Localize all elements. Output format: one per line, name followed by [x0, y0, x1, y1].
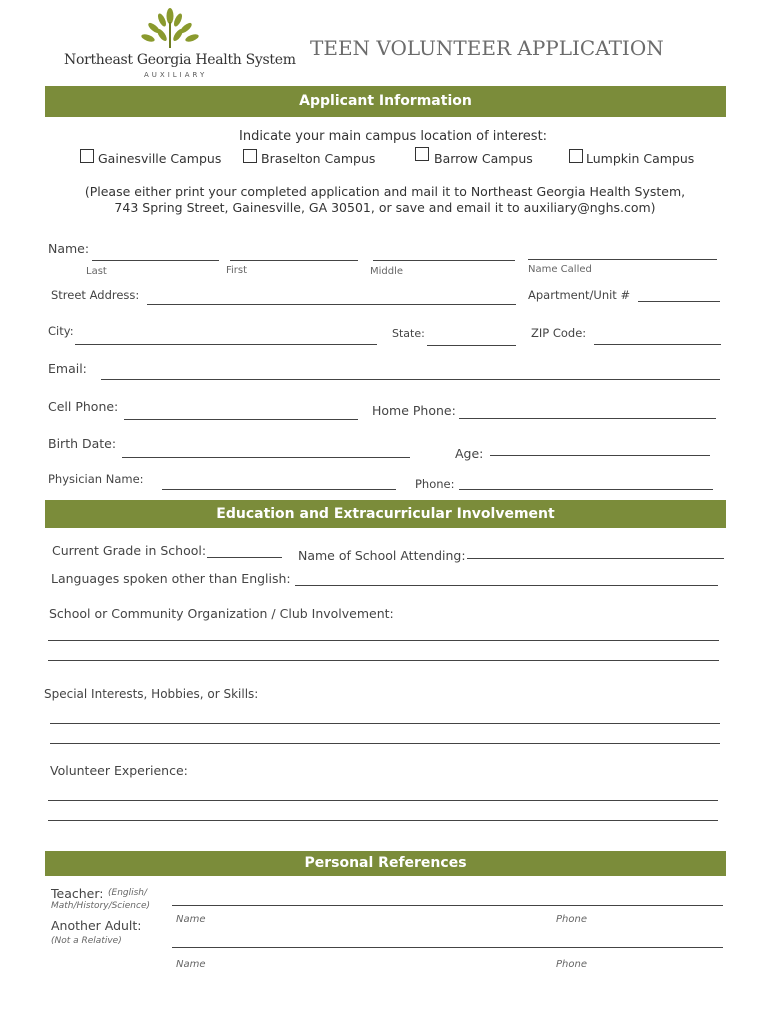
- interests-field-1[interactable]: [50, 723, 720, 724]
- home-phone-field[interactable]: [459, 418, 716, 419]
- campus-barrow-label: Barrow Campus: [434, 151, 533, 166]
- email-label: Email:: [48, 361, 87, 376]
- page-title: TEEN VOLUNTEER APPLICATION: [310, 36, 664, 60]
- languages-label: Languages spoken other than English:: [51, 571, 291, 586]
- city-field[interactable]: [75, 344, 377, 345]
- cell-phone-field[interactable]: [124, 419, 358, 420]
- campus-lumpkin-label: Lumpkin Campus: [586, 151, 695, 166]
- campus-gainesville-label: Gainesville Campus: [98, 151, 222, 166]
- physician-field[interactable]: [162, 489, 396, 490]
- adult-phone-caption: Phone: [556, 959, 587, 970]
- interests-label: Special Interests, Hobbies, or Skills:: [44, 687, 259, 701]
- birth-date-field[interactable]: [122, 457, 410, 458]
- section-references-header: Personal References: [45, 851, 726, 876]
- last-name-field[interactable]: [92, 260, 219, 261]
- physician-label: Physician Name:: [48, 472, 144, 486]
- apt-field[interactable]: [638, 301, 720, 302]
- teacher-label: Teacher:: [51, 886, 104, 901]
- teacher-note-2: Math/History/Science): [51, 901, 150, 911]
- club-field-2[interactable]: [48, 660, 719, 661]
- first-caption: First: [226, 265, 248, 276]
- campus-braselton-label: Braselton Campus: [261, 151, 376, 166]
- teacher-reference-field[interactable]: [172, 905, 723, 906]
- zip-field[interactable]: [594, 344, 721, 345]
- middle-name-field[interactable]: [373, 260, 515, 261]
- email-field[interactable]: [101, 379, 720, 380]
- age-field[interactable]: [490, 455, 710, 456]
- name-called-caption: Name Called: [528, 264, 592, 275]
- languages-field[interactable]: [295, 585, 718, 586]
- teacher-name-caption: Name: [176, 914, 206, 925]
- checkbox-barrow[interactable]: [415, 147, 429, 161]
- adult-name-caption: Name: [176, 959, 206, 970]
- logo-name: Northeast Georgia Health System: [64, 52, 296, 68]
- leaf-logo-icon: [140, 8, 200, 50]
- volunteer-field-2[interactable]: [48, 820, 718, 821]
- adult-note: (Not a Relative): [51, 936, 122, 946]
- state-field[interactable]: [427, 345, 516, 346]
- grade-field[interactable]: [207, 557, 282, 558]
- adult-label: Another Adult:: [51, 918, 142, 933]
- school-label: Name of School Attending:: [298, 548, 466, 563]
- home-phone-label: Home Phone:: [372, 403, 456, 418]
- name-called-field[interactable]: [528, 259, 717, 260]
- checkbox-braselton[interactable]: [243, 149, 257, 163]
- instructions-line1: (Please either print your completed application and mail it to Northeast Georgia Health System,: [84, 184, 686, 199]
- zip-label: ZIP Code:: [531, 326, 587, 340]
- logo-subtitle: AUXILIARY: [144, 71, 208, 79]
- city-label: City:: [48, 324, 74, 338]
- instructions-line2: 743 Spring Street, Gainesville, GA 30501, or save and email it to auxiliary@nghs.com): [114, 200, 656, 215]
- volunteer-field-1[interactable]: [48, 800, 718, 801]
- teacher-phone-caption: Phone: [556, 914, 587, 925]
- school-field[interactable]: [467, 558, 724, 559]
- club-label: School or Community Organization / Club Involvement:: [49, 606, 394, 621]
- section-applicant-header: Applicant Information: [45, 86, 726, 117]
- street-field[interactable]: [147, 304, 516, 305]
- cell-phone-label: Cell Phone:: [48, 399, 119, 414]
- birth-date-label: Birth Date:: [48, 436, 117, 451]
- apt-label: Apartment/Unit #: [528, 288, 631, 302]
- first-name-field[interactable]: [230, 260, 358, 261]
- age-label: Age:: [455, 446, 484, 461]
- section-education-header: Education and Extracurricular Involvement: [45, 500, 726, 528]
- last-caption: Last: [86, 266, 107, 277]
- checkbox-gainesville[interactable]: [80, 149, 94, 163]
- teacher-note-1: (English/: [108, 888, 148, 898]
- club-field-1[interactable]: [48, 640, 719, 641]
- logo: [60, 8, 296, 83]
- street-label: Street Address:: [51, 288, 140, 302]
- physician-phone-label: Phone:: [415, 477, 455, 491]
- name-label: Name:: [48, 241, 90, 256]
- grade-label: Current Grade in School:: [52, 543, 207, 558]
- middle-caption: Middle: [370, 266, 404, 277]
- checkbox-lumpkin[interactable]: [569, 149, 583, 163]
- physician-phone-field[interactable]: [459, 489, 713, 490]
- state-label: State:: [392, 327, 425, 340]
- adult-reference-field[interactable]: [172, 947, 723, 948]
- interests-field-2[interactable]: [50, 743, 720, 744]
- campus-prompt: Indicate your main campus location of interest:: [239, 129, 548, 144]
- volunteer-label: Volunteer Experience:: [50, 763, 188, 778]
